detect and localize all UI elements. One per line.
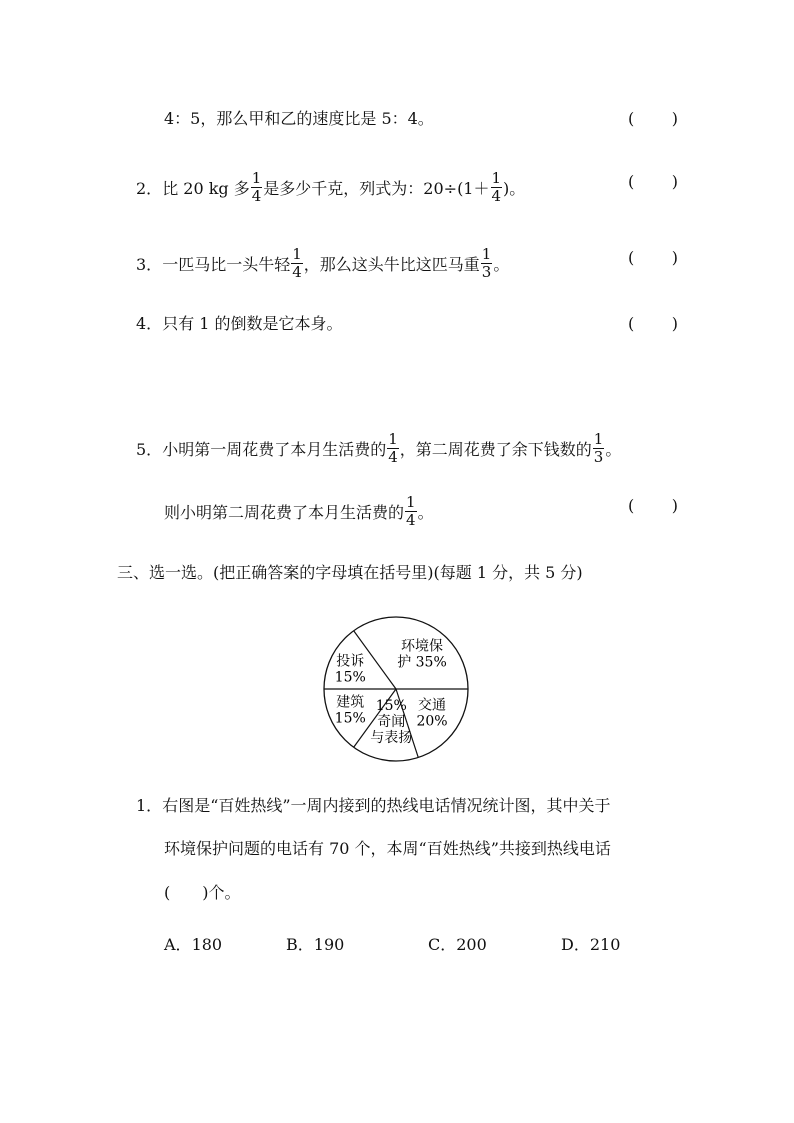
numerator: 1	[388, 430, 398, 448]
paren-left: (	[628, 314, 635, 333]
question-number: 4．	[136, 314, 163, 333]
question-text: ，那么这头牛比这匹马重	[303, 255, 480, 274]
question-text: 。	[493, 255, 510, 274]
paren-right: )	[671, 314, 678, 333]
denominator: 4	[292, 263, 302, 281]
pie-slice-label: 15%奇闻与表扬	[370, 697, 413, 746]
option-letter: C．	[428, 935, 457, 954]
s3-question-1-line-2	[164, 839, 611, 859]
question-number: 5．	[136, 440, 163, 459]
denominator: 4	[406, 511, 416, 529]
paren-right: )	[671, 248, 678, 267]
option-letter: B．	[286, 935, 314, 954]
question-text: 是多少千克，列式为：20÷(1＋	[263, 179, 490, 198]
question-text: 一匹马比一头牛轻	[162, 255, 291, 274]
paren-right: )	[671, 172, 678, 191]
question-text: 环境保护问题的电话有 70 个，本周“百姓热线”共接到热线电话	[164, 839, 611, 858]
denominator: 3	[593, 448, 604, 466]
section-heading-text: 三、选一选。(把正确答案的字母填在括号里)(每题 1 分，共 5 分)	[117, 563, 583, 582]
denominator: 3	[481, 263, 492, 281]
option-d[interactable]	[561, 935, 620, 955]
option-letter: A．	[164, 935, 192, 954]
question-number: 3．	[136, 255, 163, 274]
pie-slice-label: 投诉 15%	[334, 653, 366, 686]
option-letter: D．	[561, 935, 590, 954]
option-value: 210	[589, 935, 621, 954]
option-value: 190	[313, 935, 345, 954]
paren-right: )	[671, 109, 678, 128]
fraction	[387, 431, 399, 466]
numerator: 1	[491, 169, 502, 187]
numerator: 1	[593, 430, 604, 448]
question-5-line-2	[164, 493, 434, 531]
numerator: 1	[292, 245, 302, 263]
question-text: ，第二周花费了余下钱数的	[399, 440, 592, 459]
pie-slice-label: 环境保护 35%	[397, 638, 447, 671]
pie-slice-label: 建筑 15%	[334, 694, 366, 727]
option-value: 200	[456, 935, 487, 954]
question-text: 小明第一周花费了本月生活费的	[162, 440, 387, 459]
question-3	[136, 245, 510, 283]
fraction	[593, 431, 605, 466]
pie-chart	[306, 610, 486, 770]
option-b[interactable]	[286, 935, 344, 955]
denominator: 4	[251, 187, 262, 205]
numerator: 1	[251, 169, 262, 187]
numerator: 1	[481, 245, 492, 263]
section-3-heading	[117, 563, 583, 583]
question-text: )。	[503, 179, 526, 198]
fraction	[251, 170, 263, 205]
paren-left: (	[628, 109, 635, 128]
answer-blank-text: ( )个。	[164, 883, 241, 902]
fraction	[405, 494, 417, 529]
fraction	[291, 246, 303, 281]
question-text: 。	[605, 440, 622, 459]
pie-slice-label: 交通 20%	[416, 697, 448, 730]
question-2	[136, 169, 526, 207]
question-text: 只有 1 的倒数是它本身。	[162, 314, 343, 333]
option-a[interactable]	[164, 935, 222, 955]
question-text: 。	[417, 503, 434, 522]
denominator: 4	[491, 187, 502, 205]
question-number: 2．	[136, 179, 163, 198]
option-c[interactable]	[428, 935, 487, 955]
paren-right: )	[671, 496, 678, 515]
question-4	[136, 314, 343, 334]
question-text: 则小明第二周花费了本月生活费的	[164, 503, 405, 522]
question-5	[136, 430, 622, 468]
paren-left: (	[628, 496, 635, 515]
question-text: 比 20 kg 多	[162, 179, 250, 198]
paren-left: (	[628, 172, 635, 191]
numerator: 1	[406, 493, 416, 511]
q1-continuation	[164, 109, 434, 129]
fraction	[491, 170, 503, 205]
q1-continuation-text: 4：5，那么甲和乙的速度比是 5：4。	[164, 109, 434, 128]
fraction	[481, 246, 493, 281]
question-text: 右图是“百姓热线”一周内接到的热线电话情况统计图，其中关于	[162, 796, 611, 815]
s3-question-1-line-3[interactable]	[164, 883, 241, 903]
question-number: 1．	[136, 796, 163, 815]
s3-question-1-line-1	[136, 796, 611, 816]
option-value: 180	[191, 935, 223, 954]
paren-left: (	[628, 248, 635, 267]
denominator: 4	[388, 448, 398, 466]
